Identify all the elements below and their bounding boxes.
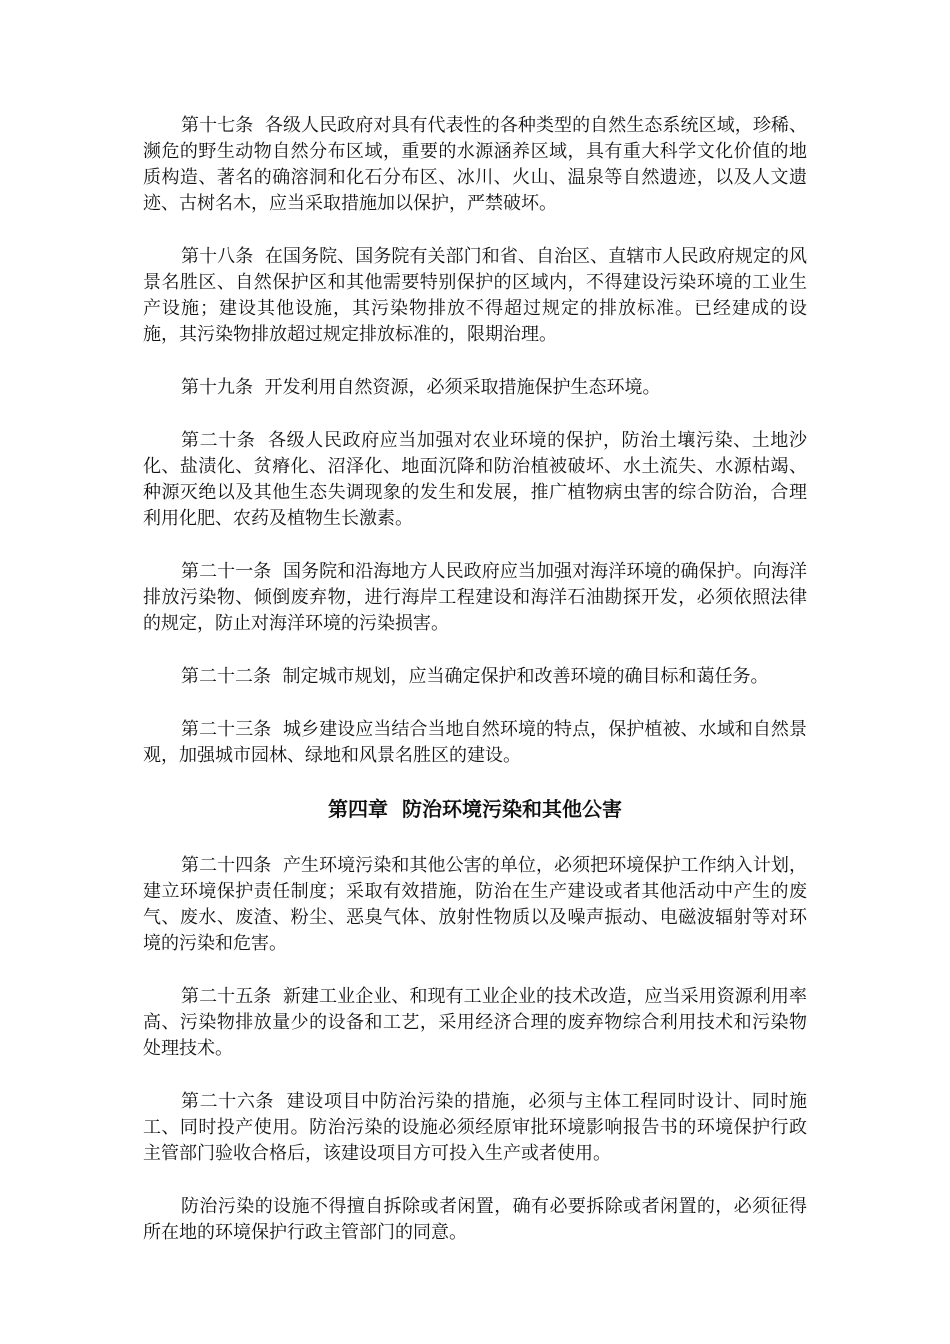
article-22: 第二十二条 制定城市规划，应当确定保护和改善环境的确目标和蔼任务。: [181, 666, 769, 687]
article-26: 第二十六条 建设项目中防治污染的措施，必须与主体工程同时设计、同时施工、同时投产使用。防治污染的设施必须经原审批环境影响报告书的环境保护行政主管部门验收合格后，该建设项目方可投入生产或者使用。: [143, 1091, 807, 1164]
article-17: 第十七条 各级人民政府对具有代表性的各种类型的自然生态系统区域，珍稀、濒危的野生动物自然分布区域，重要的水源涵养区域，具有重大科学文化价值的地质构造、著名的确溶洞和化石分布区、冰川、火山、温泉等自然遗迹，以及人文遗迹、古树名木，应当采取措施加以保护，严禁破坏。: [143, 115, 807, 214]
article-20: 第二十条 各级人民政府应当加强对农业环境的保护，防治土壤污染、土地沙化、盐渍化、贫瘠化、沼泽化、地面沉降和防治植被破坏、水土流失、水源枯竭、种源灭绝以及其他生态失调现象的发生和发展，推广植物病虫害的综合防治，合理利用化肥、农药及植物生长激素。: [143, 430, 807, 529]
article-19: 第十九条 开发利用自然资源，必须采取措施保护生态环境。: [181, 377, 661, 398]
article-21: 第二十一条 国务院和沿海地方人民政府应当加强对海洋环境的确保护。向海洋排放污染物、倾倒废弃物，进行海岸工程建设和海洋石油勘探开发，必须依照法律的规定，防止对海洋环境的污染损害。: [143, 561, 807, 634]
article-23: 第二十三条 城乡建设应当结合当地自然环境的特点，保护植被、水域和自然景观，加强城市园林、绿地和风景名胜区的建设。: [143, 719, 807, 766]
document-page: [143, 113, 807, 1273]
chapter-title: 第四章 防治环境污染和其他公害: [328, 797, 622, 821]
article-24: 第二十四条 产生环境污染和其他公害的单位，必须把环境保护工作纳入计划，建立环境保护责任制度；采取有效措施，防治在生产建设或者其他活动中产生的废气、废水、废渣、粉尘、恶臭气体、放射性物质以及噪声振动、电磁波辐射等对环境的污染和危害。: [143, 855, 807, 954]
article-18: 第十八条 在国务院、国务院有关部门和省、自治区、直辖市人民政府规定的风景名胜区、自然保护区和其他需要特别保护的区域内，不得建设污染环境的工业生产设施；建设其他设施，其污染物排放不得超过规定的排放标准。已经建成的设施，其污染物排放超过规定排放标准的，限期治理。: [143, 246, 807, 345]
article-25: 第二十五条 新建工业企业、和现有工业企业的技术改造，应当采用资源利用率高、污染物排放量少的设备和工艺，采用经济合理的废弃物综合利用技术和污染物处理技术。: [143, 986, 807, 1059]
article-26-continued: 防治污染的设施不得擅自拆除或者闲置，确有必要拆除或者闲置的，必须征得所在地的环境保护行政主管部门的同意。: [143, 1196, 807, 1243]
